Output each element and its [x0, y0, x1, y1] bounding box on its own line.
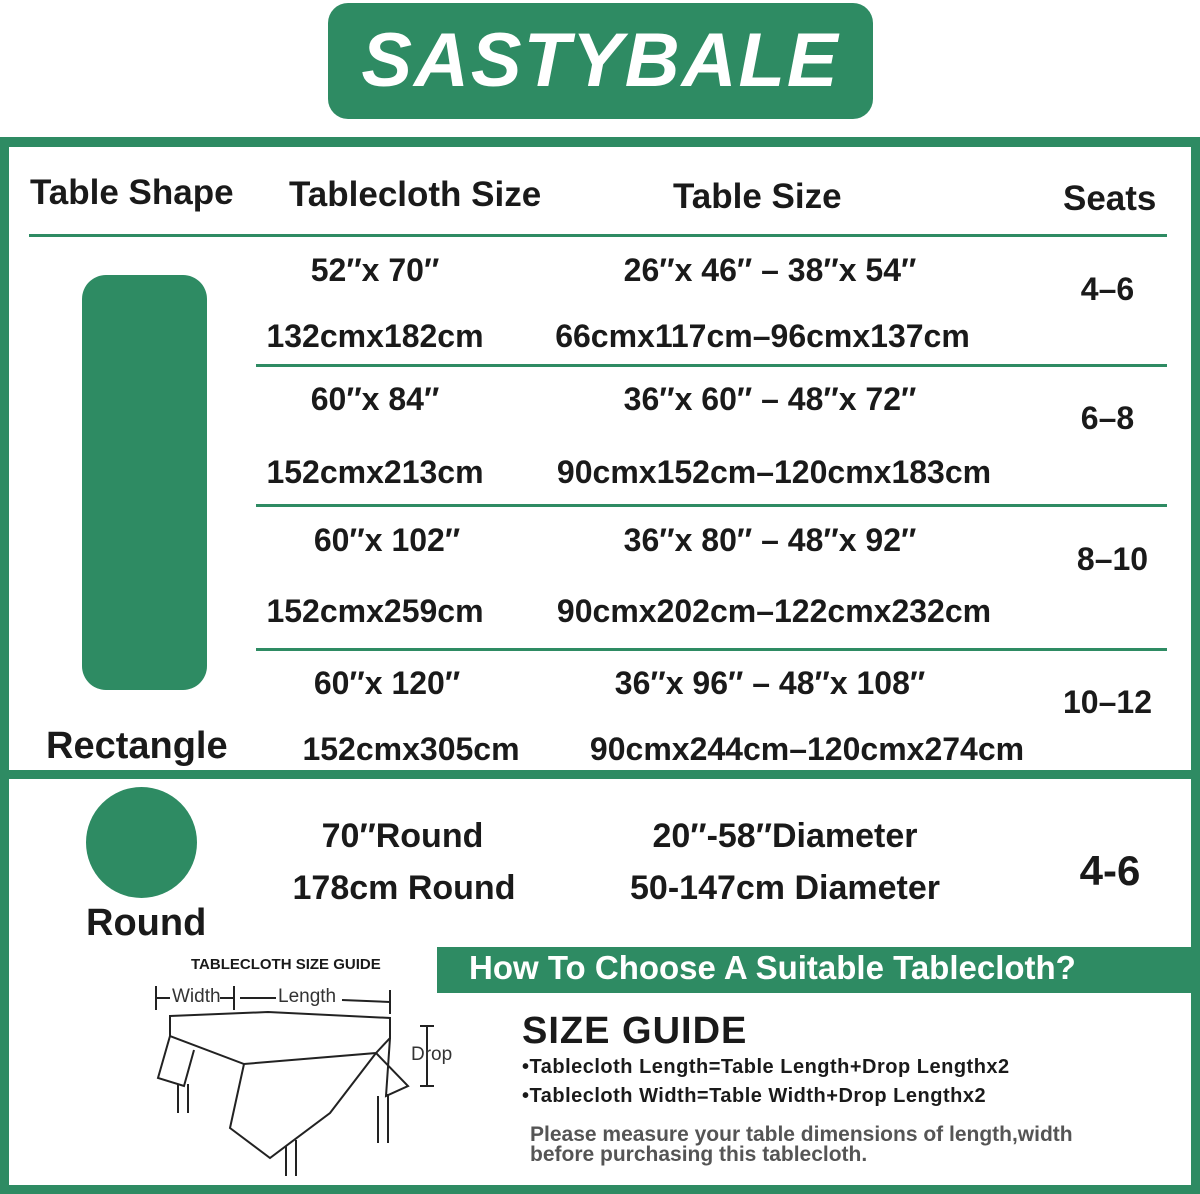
diagram-title: TABLECLOTH SIZE GUIDE: [191, 956, 381, 973]
header-table-size: Table Size: [673, 177, 842, 216]
measure-note-line1: Please measure your table dimensions of length,width: [530, 1123, 1073, 1146]
row3-seats: 8–10: [1076, 541, 1149, 577]
row2-table-inches: 36″x 60″ – 48″x 72″: [623, 381, 917, 417]
row4-seats: 10–12: [1063, 684, 1152, 720]
row3-table-inches: 36″x 80″ – 48″x 92″: [623, 522, 917, 558]
row2-cloth-inches: 60″x 84″: [310, 381, 440, 417]
round-shape-icon: [86, 787, 197, 898]
round-cloth-cm: 178cm Round: [292, 869, 516, 907]
row1-table-inches: 26″x 46″ – 38″x 54″: [623, 252, 917, 288]
size-guide-length-formula: •Tablecloth Length=Table Length+Drop Lengthx2: [522, 1056, 1010, 1078]
row3-table-cm: 90cmx202cm–122cmx232cm: [556, 593, 992, 629]
diagram-drop-label: Drop: [411, 1044, 453, 1065]
row1-divider: [256, 364, 1167, 367]
row4-cloth-cm: 152cmx305cm: [302, 731, 520, 767]
brand-badge: [328, 3, 873, 119]
round-seats: 4-6: [1079, 847, 1141, 894]
measure-note-line2: before purchasing this tablecloth.: [530, 1143, 868, 1166]
header-seats: Seats: [1063, 179, 1157, 218]
row2-table-cm: 90cmx152cm–120cmx183cm: [556, 454, 992, 490]
diagram-width-label: Width: [172, 986, 221, 1007]
round-cloth-inches: 70″Round: [321, 817, 484, 855]
row4-table-cm: 90cmx244cm–120cmx274cm: [589, 731, 1025, 767]
row4-table-inches: 36″x 96″ – 48″x 108″: [614, 665, 926, 701]
row2-divider: [256, 504, 1167, 507]
row2-cloth-cm: 152cmx213cm: [266, 454, 484, 490]
header-divider: [29, 234, 1167, 237]
round-table-inches: 20″-58″Diameter: [652, 817, 918, 855]
howto-banner: [437, 947, 1200, 993]
row1-cloth-cm: 132cmx182cm: [266, 318, 484, 354]
row1-cloth-inches: 52″x 70″: [310, 252, 440, 288]
row3-cloth-inches: 60″x 102″: [313, 522, 461, 558]
brand-name: SASTYBALE: [361, 18, 840, 103]
row4-cloth-inches: 60″x 120″: [313, 665, 461, 701]
size-guide-width-formula: •Tablecloth Width=Table Width+Drop Lengthx2: [522, 1085, 987, 1107]
header-tablecloth-size: Tablecloth Size: [289, 175, 542, 214]
round-table-cm: 50-147cm Diameter: [630, 869, 940, 907]
row1-seats: 4–6: [1080, 271, 1135, 307]
row3-cloth-cm: 152cmx259cm: [266, 593, 484, 629]
row2-seats: 6–8: [1080, 400, 1135, 436]
diagram-length-label: Length: [278, 986, 337, 1007]
rectangle-label: Rectangle: [46, 725, 228, 767]
tablecloth-diagram-icon: [150, 978, 460, 1183]
howto-banner-text: How To Choose A Suitable Tablecloth?: [469, 949, 1076, 986]
size-guide-title: SIZE GUIDE: [522, 1010, 748, 1052]
round-label: Round: [86, 902, 207, 944]
row1-table-cm: 66cmx117cm–96cmx137cm: [555, 318, 970, 354]
row3-divider: [256, 648, 1167, 651]
rectangle-shape-icon: [82, 275, 207, 690]
header-table-shape: Table Shape: [30, 173, 234, 212]
